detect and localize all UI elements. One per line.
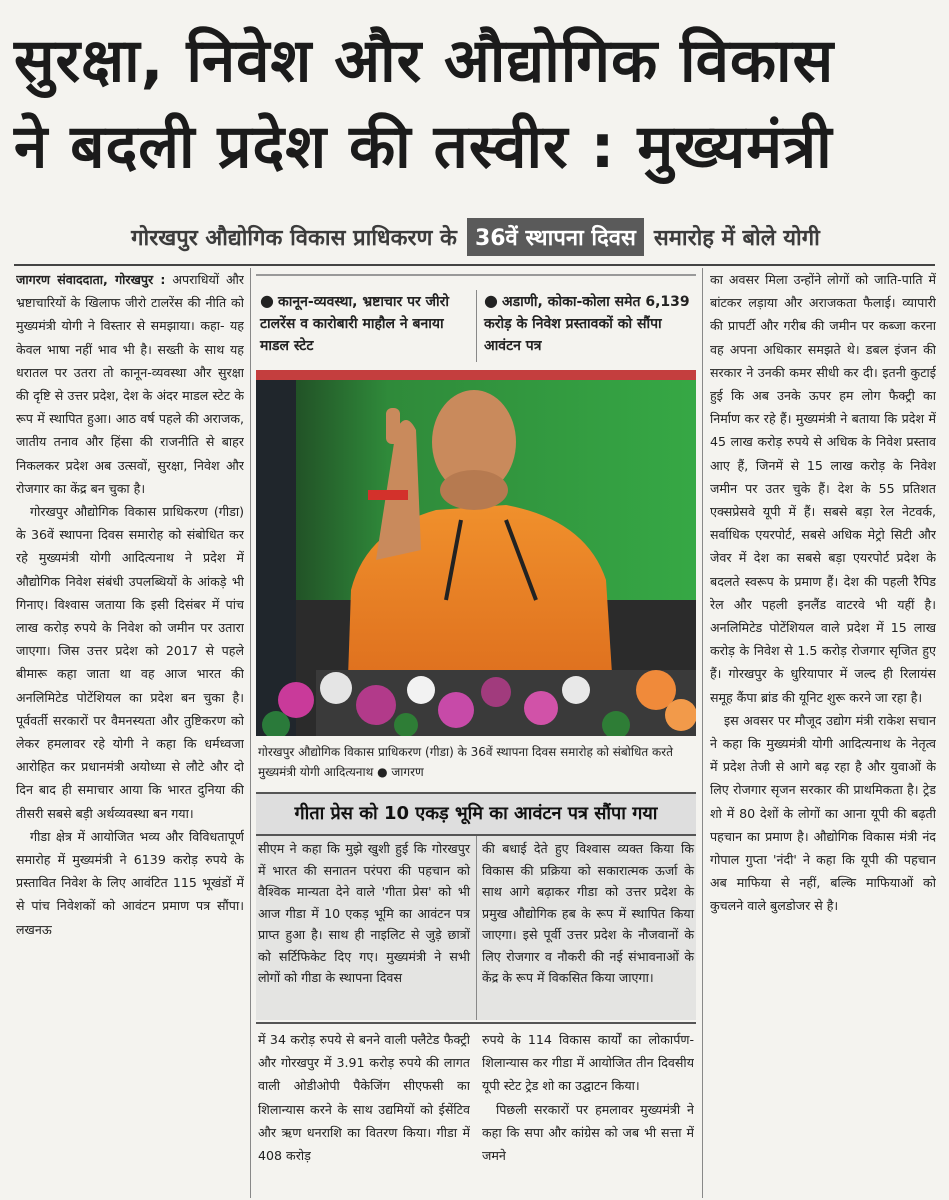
highlight-left [260,290,470,357]
mid-left-text: में 34 करोड़ रुपये से बनने वाली फ्लैटेड फैक्ट्री और गोरखपुर में 3.91 करोड़ रुपये की लागत वाली ओडीओपी पैकेजिंग सीएफसी का शिलान्यास करने के साथ उद्यमियों को ईसेंटिव और ऋण धनराशि का वितरण किया। गीडा में 408 करोड़ [258,1032,470,1164]
deck-rule [14,264,935,266]
box-title: गीता प्रेस को 10 एकड़ भूमि का आवंटन पत्र सौंपा गया [256,792,696,836]
photo-caption-text: गोरखपुर औद्योगिक विकास प्राधिकरण (गीडा) के 36वें स्थापना दिवस समारोह को संबोधित करते मुख्यमंत्री योगी आदित्यनाथ [258,745,673,779]
box-divider [476,836,477,1020]
headline [14,18,935,190]
mid-right-column [482,1028,694,1198]
mid-left-column [258,1028,470,1198]
byline: जागरण संवाददाता, गोरखपुर : [16,272,166,287]
right-paragraph-1: का अवसर मिला उन्होंने लोगों को जाति-पाति में बांटकर लड़ाया और अराजकता फैलाई। व्यापारी की प्रापर्टी और गरीब की जमीन पर कब्जा करना वह अपना अधिकार समझते थे। डबल इंजन की सरकार ने उनकी कमर सीधी कर दी। इतनी कुटाई हुई कि अब उनके ऊपर हम लोग फैक्ट्री का निर्माण कर रहे हैं। मुख्यमंत्री ने बताया कि प्रदेश में 45 लाख करोड़ रुपये से अधिक के निवेश प्रस्ताव आए हैं, जिनमें से 15 लाख करोड़ के निवेश जमीन पर उतर चुके हैं। देश के 55 प्रतिशत एक्सप्रेसवे यूपी में हैं। सबसे बड़ा रेल नेटवर्क, सर्वाधिक एयरपोर्ट, सबसे अधिक मेट्रो सिटी और जेवर में देश का सबसे बड़ा एयरपोर्ट प्रदेश के बदलते स्वरूप के प्रमाण हैं। देश की पहली रैपिड रेल और पहली इनलैंड वाटरवे भी यहीं है। अनलिमिटेड पोटेंशियल वाले प्रदेश में 15 लाख करोड़ के निवेश से 1.5 करोड़ रोजगार सृजित हुए हैं। गोरखपुर के धुरियापार में जल्द ही रिलायंस समूह कैंपा ब्रांड की यूनिट शुरू करने जा रहा है। [710,272,936,705]
headline-line-1: सुरक्षा, निवेश और औद्योगिक विकास [14,26,835,96]
photo-credit: जागरण [391,765,424,779]
right-paragraph-2: इस अवसर पर मौजूद उद्योग मंत्री राकेश सचान ने कहा कि मुख्यमंत्री योगी आदित्यनाथ के नेतृत्व में प्रदेश तेजी से आगे बढ़ रहा है और युवाओं के लिए रोजगार सृजन सरकार की प्राथमिकता है। ट्रेड शो में 80 देशों के लोगों का आना यूपी की बढ़ती पहचान का प्रमाण है। औद्योगिक विकास मंत्री नंद गोपाल गुप्ता 'नंदी' ने कहा कि यूपी की पहचान अब माफिया से नहीं, बल्कि माफियाओं को कुचलने वाले बुलडोजर से है। [710,712,936,914]
left-paragraph-3: गीडा क्षेत्र में आयोजित भव्य और विविधतापूर्ण समारोह में मुख्यमंत्री ने 6139 करोड़ रुपये के प्रस्तावित निवेश के लिए आवंटित 115 भूखंडों में से पांच निवेशकों को आवंटन प्रमाण पत्र सौंपा। लखनऊ [16,828,244,937]
highlight-divider [476,290,477,362]
photo-caption [258,742,696,782]
left-paragraph-1: अपराधियों और भ्रष्टाचारियों के खिलाफ जीरो टालरेंस की नीति को मुख्यमंत्री योगी ने विस्तार से समझाया। कहा- यह केवल भाषा नहीं भाव भी है। सख्ती के साथ यह धरातल पर उतरा तो कानून-व्यवस्था और सुरक्षा की दृष्टि से उत्तर प्रदेश, देश के अंदर माडल स्टेट के रूप में स्थापित हुआ। आठ वर्ष पहले की अराजक, जातीय तनाव और हिंसा की राजनीति से बाहर निकलकर प्रदेश अब उत्सवों, सुरक्षा, निवेश और रोजगार का केंद्र बन चुका है। [16,272,244,496]
column-rule-left [250,268,251,1198]
box-bottom-rule [256,1022,696,1024]
highlight-left-text: कानून-व्यवस्था, भ्रष्टाचार पर जीरो टालरेंस व कारोबारी माहौल ने बनाया माडल स्टेट [260,294,449,354]
credit-dot-icon: ● [377,765,392,779]
box-left-text: सीएम ने कहा कि मुझे खुशी हुई कि गोरखपुर में भारत की सनातन परंपरा की पहचान को वैश्विक मान्यता देने वाले 'गीता प्रेस' को भी आज गीडा में 10 एकड़ भूमि का आवंटन पत्र प्राप्त हुआ है। साथ ही नाइलिट से जुड़े छात्रों को सर्टिफिकेट दिए गए। मुख्यमंत्री ने सभी लोगों को गीडा के स्थापना दिवस [258,841,470,985]
mid-right-paragraph-1: रुपये के 114 विकास कार्यों का लोकार्पण-शिलान्यास कर गीडा में आयोजित तीन दिवसीय यूपी स्टेट ट्रेड शो का उद्घाटन किया। [482,1032,694,1094]
right-column [710,268,936,1198]
deck-after: समारोह में बोले योगी [653,226,820,251]
highlight-rule [256,274,696,276]
speech-photo [256,370,696,736]
speech-photo-graphic [256,370,696,736]
left-column [16,268,244,1198]
bullet-dot-icon: ● [260,291,274,310]
left-paragraph-2: गोरखपुर औद्योगिक विकास प्राधिकरण (गीडा) के 36वें स्थापना दिवस समारोह को संबोधित कर रहे मुख्यमंत्री योगी आदित्यनाथ ने प्रदेश में औद्योगिक निवेश संबंधी उपलब्धियों के आंकड़े भी गिनाए। विश्वास जताया कि इसी दिसंबर में पांच लाख करोड़ रुपये के निवेश को जमीन पर उतारा जाएगा। जिस उत्तर प्रदेश को 2017 से पहले बीमारू कहा जाता था वह आज भारत की अनलिमिटेड पोटेंशियल का प्रदेश बन चुका है। पूर्ववर्ती सरकारों पर वैमनस्यता और तुष्टिकरण को लेकर हमलावर रहे योगी ने कहा कि धर्मध्वजा आरोहित कर प्रधानमंत्री अयोध्या से लौटे और दो दिन बाद ही समाचार आया कि भारत दुनिया की तीसरी सबसे बड़ी अर्थव्यवस्था बन गया। [16,504,244,821]
mid-right-paragraph-2: पिछली सरकारों पर हमलावर मुख्यमंत्री ने कहा कि सपा और कांग्रेस को जब भी सत्ता में जमने [482,1101,694,1164]
headline-line-2: ने बदली प्रदेश की तस्वीर : मुख्यमंत्री [14,112,833,182]
highlight-right [484,290,694,357]
column-rule-right [702,268,703,1198]
deck-highlight: 36वें स्थापना दिवस [467,218,644,256]
box-right-text: की बधाई देते हुए विश्वास व्यक्त किया कि विकास की प्रक्रिया को सकारात्मक ऊर्जा के साथ आगे बढ़ाकर गीडा को उत्तर प्रदेश के प्रमुख औद्योगिक हब के रूप में स्थापित किया जाएगा। इसे पूर्वी उत्तर प्रदेश के नौजवानों के लिए रोजगार व नौकरी की नई संभावनाओं के केंद्र के रूप में विकसित किया जाएगा। [482,841,694,985]
bullet-dot-icon: ● [484,291,498,310]
deck-before: गोरखपुर औद्योगिक विकास प्राधिकरण के [131,226,457,251]
deck [18,214,933,260]
highlight-right-text: अडाणी, कोका-कोला समेत 6,139 करोड़ के निवेश प्रस्तावकों को सौंपा आवंटन पत्र [484,294,690,354]
